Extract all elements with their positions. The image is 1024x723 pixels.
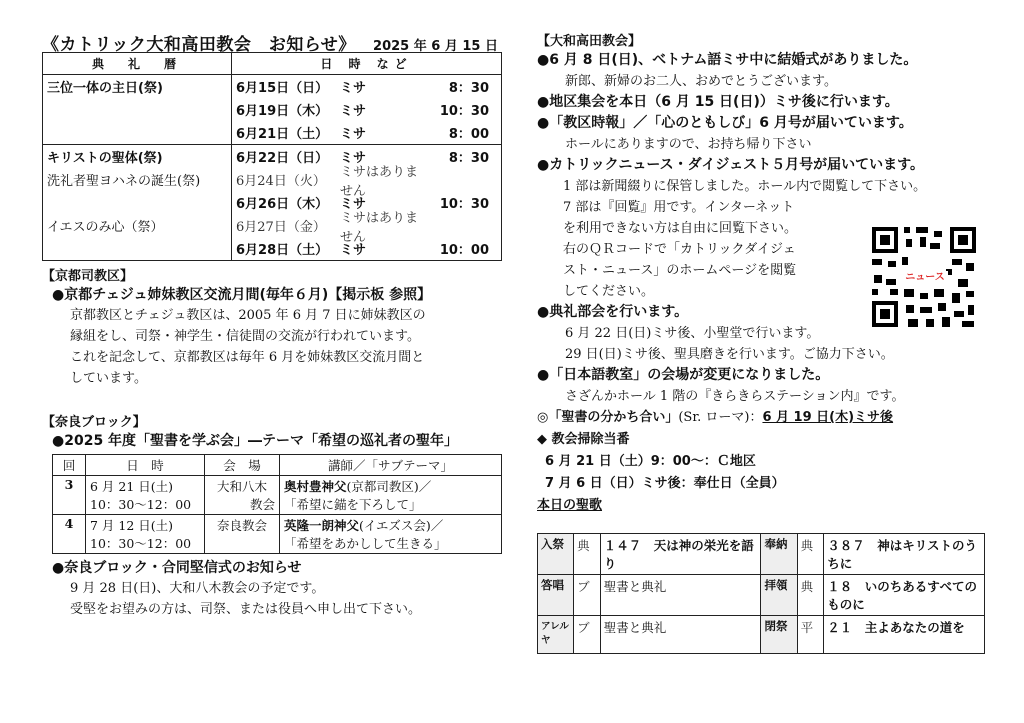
liturgy-col-calendar: 典 礼 暦: [43, 53, 232, 75]
schedule-date: 6月21日（土）: [236, 127, 329, 142]
right-column: [537, 30, 992, 654]
schedule-mass: ミサ: [340, 127, 367, 142]
study-col-no: 回: [53, 455, 86, 476]
study-place: 大和八木: [216, 479, 267, 494]
study-place: 奈良教会: [216, 518, 267, 533]
study-date-cell: [86, 515, 205, 554]
text-line: 6 月 22 日(日)ミサ後、小聖堂で行います。: [565, 326, 820, 341]
liturgy-table: [42, 52, 502, 261]
hymn-source: ブ: [574, 616, 601, 654]
schedule-date: 6月15日（日）: [236, 81, 329, 96]
qr-code[interactable]: [868, 223, 980, 331]
feast-blank: [47, 191, 227, 214]
study-col-lecturer: 講師／「サブテーマ」: [280, 455, 502, 476]
table-row: [53, 515, 502, 554]
wedding-text: 新郎、新婦のお二人、おめでとうございます。: [565, 74, 837, 89]
text-line: してください。: [563, 284, 655, 299]
hymn-title: 本日の聖歌: [537, 498, 603, 513]
cleaning-title: ◆ 教会掃除当番: [537, 432, 630, 447]
schedule-time: 10：00: [439, 243, 489, 258]
text-line: 右のＱＲコードで「カトリックダイジェ: [563, 242, 796, 257]
schedule-row: [236, 75, 497, 98]
text-line: これを記念して、京都教区は毎年 6 月を姉妹教区交流月間と: [70, 350, 425, 365]
feast-blank: [47, 237, 227, 260]
text-line: 受堅をお望みの方は、司祭、または役員へ申し出て下さい。: [70, 602, 422, 617]
hymn-source: 典: [574, 534, 601, 575]
text-line: を利用できない方は自由に回覧下さい。: [563, 221, 798, 236]
bible-sharing-title: ◎「聖書の分かち合い」: [537, 410, 679, 425]
study-lecturer-cell: [280, 515, 502, 554]
notice-news-digest: ●カトリックニュース・ダイジェスト５月号が届いています。: [537, 157, 924, 173]
study-lecturer: 英隆一朗神父: [284, 518, 360, 533]
feast-name: 三位一体の主日(祭): [47, 81, 163, 96]
text-line: 29 日(日)ミサ後、聖具磨きを行います。ご協力下さい。: [565, 347, 894, 362]
study-time: 10：30～12：00: [90, 536, 192, 551]
hymn-name: １４７ 天は神の栄光を語り: [600, 534, 761, 575]
study-lecturer-cell: [280, 476, 502, 515]
study-date-cell: [86, 476, 205, 515]
schedule-row: [236, 121, 497, 144]
schedule-date: 6月19日（木）: [236, 104, 329, 119]
schedule-date: 6月28日（土）: [236, 243, 329, 258]
schedule-time: 8：00: [448, 127, 489, 142]
schedule-mass: ミサ: [340, 81, 367, 96]
confirmation-text: [70, 578, 502, 620]
notice-district-meeting: ●地区集会を本日（6 月 15 日(日)）ミサ後に行います。: [537, 94, 899, 110]
schedule-mass: ミサ: [340, 104, 367, 119]
schedule-date: 6月27日（金）: [236, 220, 326, 235]
nara-bullet: ●2025 年度「聖書を学ぶ会」―テーマ「希望の巡礼者の聖年」: [52, 433, 459, 449]
schedule-mass: ミサはありません: [340, 210, 419, 245]
kyoto-text: [70, 305, 502, 389]
notice-japanese-class: ●「日本語教室」の会場が変更になりました。: [537, 367, 830, 383]
feast-name: キリストの聖体(祭): [47, 151, 163, 166]
study-subtheme: 「希望に錨を下ろして」: [284, 497, 422, 512]
table-row: [53, 476, 502, 515]
hymn-name: 聖書と典礼: [600, 616, 761, 654]
feast-cell: [43, 75, 232, 145]
feast-cell: [43, 145, 232, 261]
study-time: 10：30～12：00: [90, 497, 192, 512]
text-line: スト・ニュース」のホームページを閲覧: [563, 263, 797, 278]
hymn-part: 答唱: [538, 575, 574, 616]
japanese-class-text: さざんかホール 1 階の『きらきらステーション内』です。: [565, 389, 905, 404]
hymn-source: ブ: [574, 575, 601, 616]
schedule-row: [236, 98, 497, 121]
hymn-source: 典: [797, 534, 824, 575]
study-col-date: 日 時: [86, 455, 205, 476]
bible-sharing-date: 6 月 19 日(木)ミサ後: [762, 410, 894, 425]
schedule-date: 6月24日（火）: [236, 174, 326, 189]
text-line: 9 月 28 日(日)、大和八木教会の予定です。: [70, 581, 325, 596]
study-date: 7 月 12 日(土): [90, 518, 174, 533]
qr-label: ニュース: [905, 272, 945, 283]
table-row: [538, 616, 985, 654]
hymn-part: 入祭: [538, 534, 574, 575]
hymn-name: 聖書と典礼: [600, 575, 761, 616]
nara-heading: 【奈良ブロック】: [42, 415, 146, 430]
study-place-cell: [205, 515, 280, 554]
kyoto-bullet: ●京都チェジュ姉妹教区交流月間(毎年６月)【掲示板 参照】: [52, 287, 432, 303]
study-org: (イエズス会)／: [359, 518, 444, 533]
cleaning-list: [545, 451, 992, 495]
study-place-cell: [205, 476, 280, 515]
hymn-name: ２１ 主よあなたの道を: [824, 616, 985, 654]
schedule-date: 6月22日（日）: [236, 151, 329, 166]
schedule-row: [236, 237, 497, 260]
hymn-part: 奉納: [761, 534, 797, 575]
schedule-cell: [232, 145, 502, 261]
study-col-place: 会 場: [205, 455, 280, 476]
schedule-time: 8：30: [448, 81, 489, 96]
parish-heading: 【大和高田教会】: [537, 34, 642, 49]
bulletins-text: ホールにありますので、お持ち帰り下さい: [565, 137, 812, 152]
notice-bulletins: ●「教区時報」／「心のともしび」6 月号が届いています。: [537, 115, 913, 131]
text-line: 1 部は新聞綴りに保管しました。ホール内で閲覧して下さい。: [563, 179, 927, 194]
hymn-table: [537, 533, 985, 654]
page-header: [42, 30, 502, 55]
text-line: しています。: [70, 371, 147, 386]
schedule-row: [236, 164, 497, 199]
table-row: [538, 534, 985, 575]
schedule-time: 8：30: [448, 151, 489, 166]
hymn-name: ３８７ 神はキリストのうちに: [824, 534, 985, 575]
study-date: 6 月 21 日(土): [90, 479, 174, 494]
schedule-time: 10：30: [439, 197, 489, 212]
schedule-time: 10：30: [439, 104, 489, 119]
schedule-mass: ミサ: [340, 197, 367, 212]
study-no: 3: [53, 476, 86, 515]
liturgy-col-schedule: 日 時 など: [232, 53, 502, 75]
text-line: 7 月 6 日（日）ミサ後：奉仕日（全員）: [545, 476, 785, 491]
study-lecturer: 奥村豊神父: [284, 479, 347, 494]
left-column: [42, 30, 502, 620]
bible-sharing: [537, 407, 992, 429]
page-title: 《カトリック大和高田教会 お知らせ》: [42, 35, 356, 55]
study-no: 4: [53, 515, 86, 554]
schedule-mass: ミサ: [340, 243, 367, 258]
text-line: 6 月 21 日（土）9：00～：Ｃ地区: [545, 454, 756, 469]
study-subtheme: 「希望をあかしして生きる」: [284, 536, 447, 551]
page-date: 2025 年 6 月 15 日: [373, 39, 498, 54]
notice-liturgy-meeting: ●典礼部会を行います。: [537, 304, 689, 320]
notice-wedding: ●6 月 8 日(日)、ベトナム語ミサ中に結婚式がありました。: [537, 52, 918, 68]
schedule-date: 6月26日（木）: [236, 197, 329, 212]
bible-sharing-leader: (Sr. ローマ)：: [678, 410, 763, 425]
kyoto-heading: 【京都司教区】: [42, 269, 134, 284]
table-row: [538, 575, 985, 616]
study-table: [52, 454, 502, 554]
feast-name: イエスのみ心（祭）: [47, 220, 164, 235]
hymn-part: アレルヤ: [538, 616, 574, 654]
schedule-row: [236, 210, 497, 245]
study-place: 教会: [249, 497, 275, 512]
schedule-mass: ミサはありません: [340, 164, 419, 199]
hymn-name: １８ いのちあるすべてのものに: [824, 575, 985, 616]
hymn-part: 閉祭: [761, 616, 797, 654]
confirmation-bullet: ●奈良ブロック・合同堅信式のお知らせ: [52, 560, 302, 576]
text-line: 縁組をし、司祭・神学生・信徒間の交流が行われています。: [70, 329, 420, 344]
hymn-part: 拝領: [761, 575, 797, 616]
text-line: 7 部は『回覧』用です。インターネット: [563, 200, 795, 215]
feast-name: 洗礼者聖ヨハネの誕生(祭): [47, 174, 201, 189]
schedule-mass: ミサ: [340, 151, 367, 166]
hymn-source: 平: [797, 616, 824, 654]
hymn-source: 典: [797, 575, 824, 616]
study-org: (京都司教区)／: [346, 479, 432, 494]
text-line: 京都教区とチェジュ教区は、2005 年 6 月 7 日に姉妹教区の: [70, 308, 426, 323]
schedule-cell: [232, 75, 502, 145]
